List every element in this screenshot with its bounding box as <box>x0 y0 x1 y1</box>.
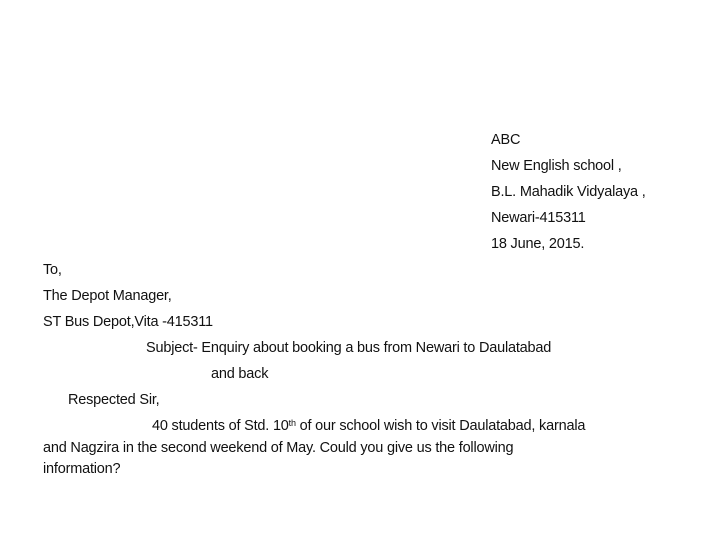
subject-line-2: and back <box>211 366 269 382</box>
salutation: Respected Sir, <box>68 392 160 408</box>
letter-date: 18 June, 2015. <box>491 236 585 252</box>
sender-name: ABC <box>491 132 521 148</box>
body-line-2: and Nagzira in the second weekend of May. Could you give us the following <box>43 440 514 456</box>
sender-vidyalaya: B.L. Mahadik Vidyalaya , <box>491 184 646 200</box>
body-text: 40 students of Std. 10 <box>152 418 289 434</box>
recipient-to: To, <box>43 262 62 278</box>
recipient-title: The Depot Manager, <box>43 288 172 304</box>
body-line-1 <box>152 417 585 435</box>
superscript: th <box>288 418 296 428</box>
sender-school: New English school , <box>491 158 622 174</box>
subject-line-1: Subject- Enquiry about booking a bus from Newari to Daulatabad <box>146 340 552 356</box>
sender-address-line: Newari-415311 <box>491 210 586 226</box>
body-text: of our school wish to visit Daulatabad, karnala <box>295 418 586 434</box>
body-line-3: information? <box>43 461 121 477</box>
recipient-address-line: ST Bus Depot,Vita -415311 <box>43 314 213 330</box>
